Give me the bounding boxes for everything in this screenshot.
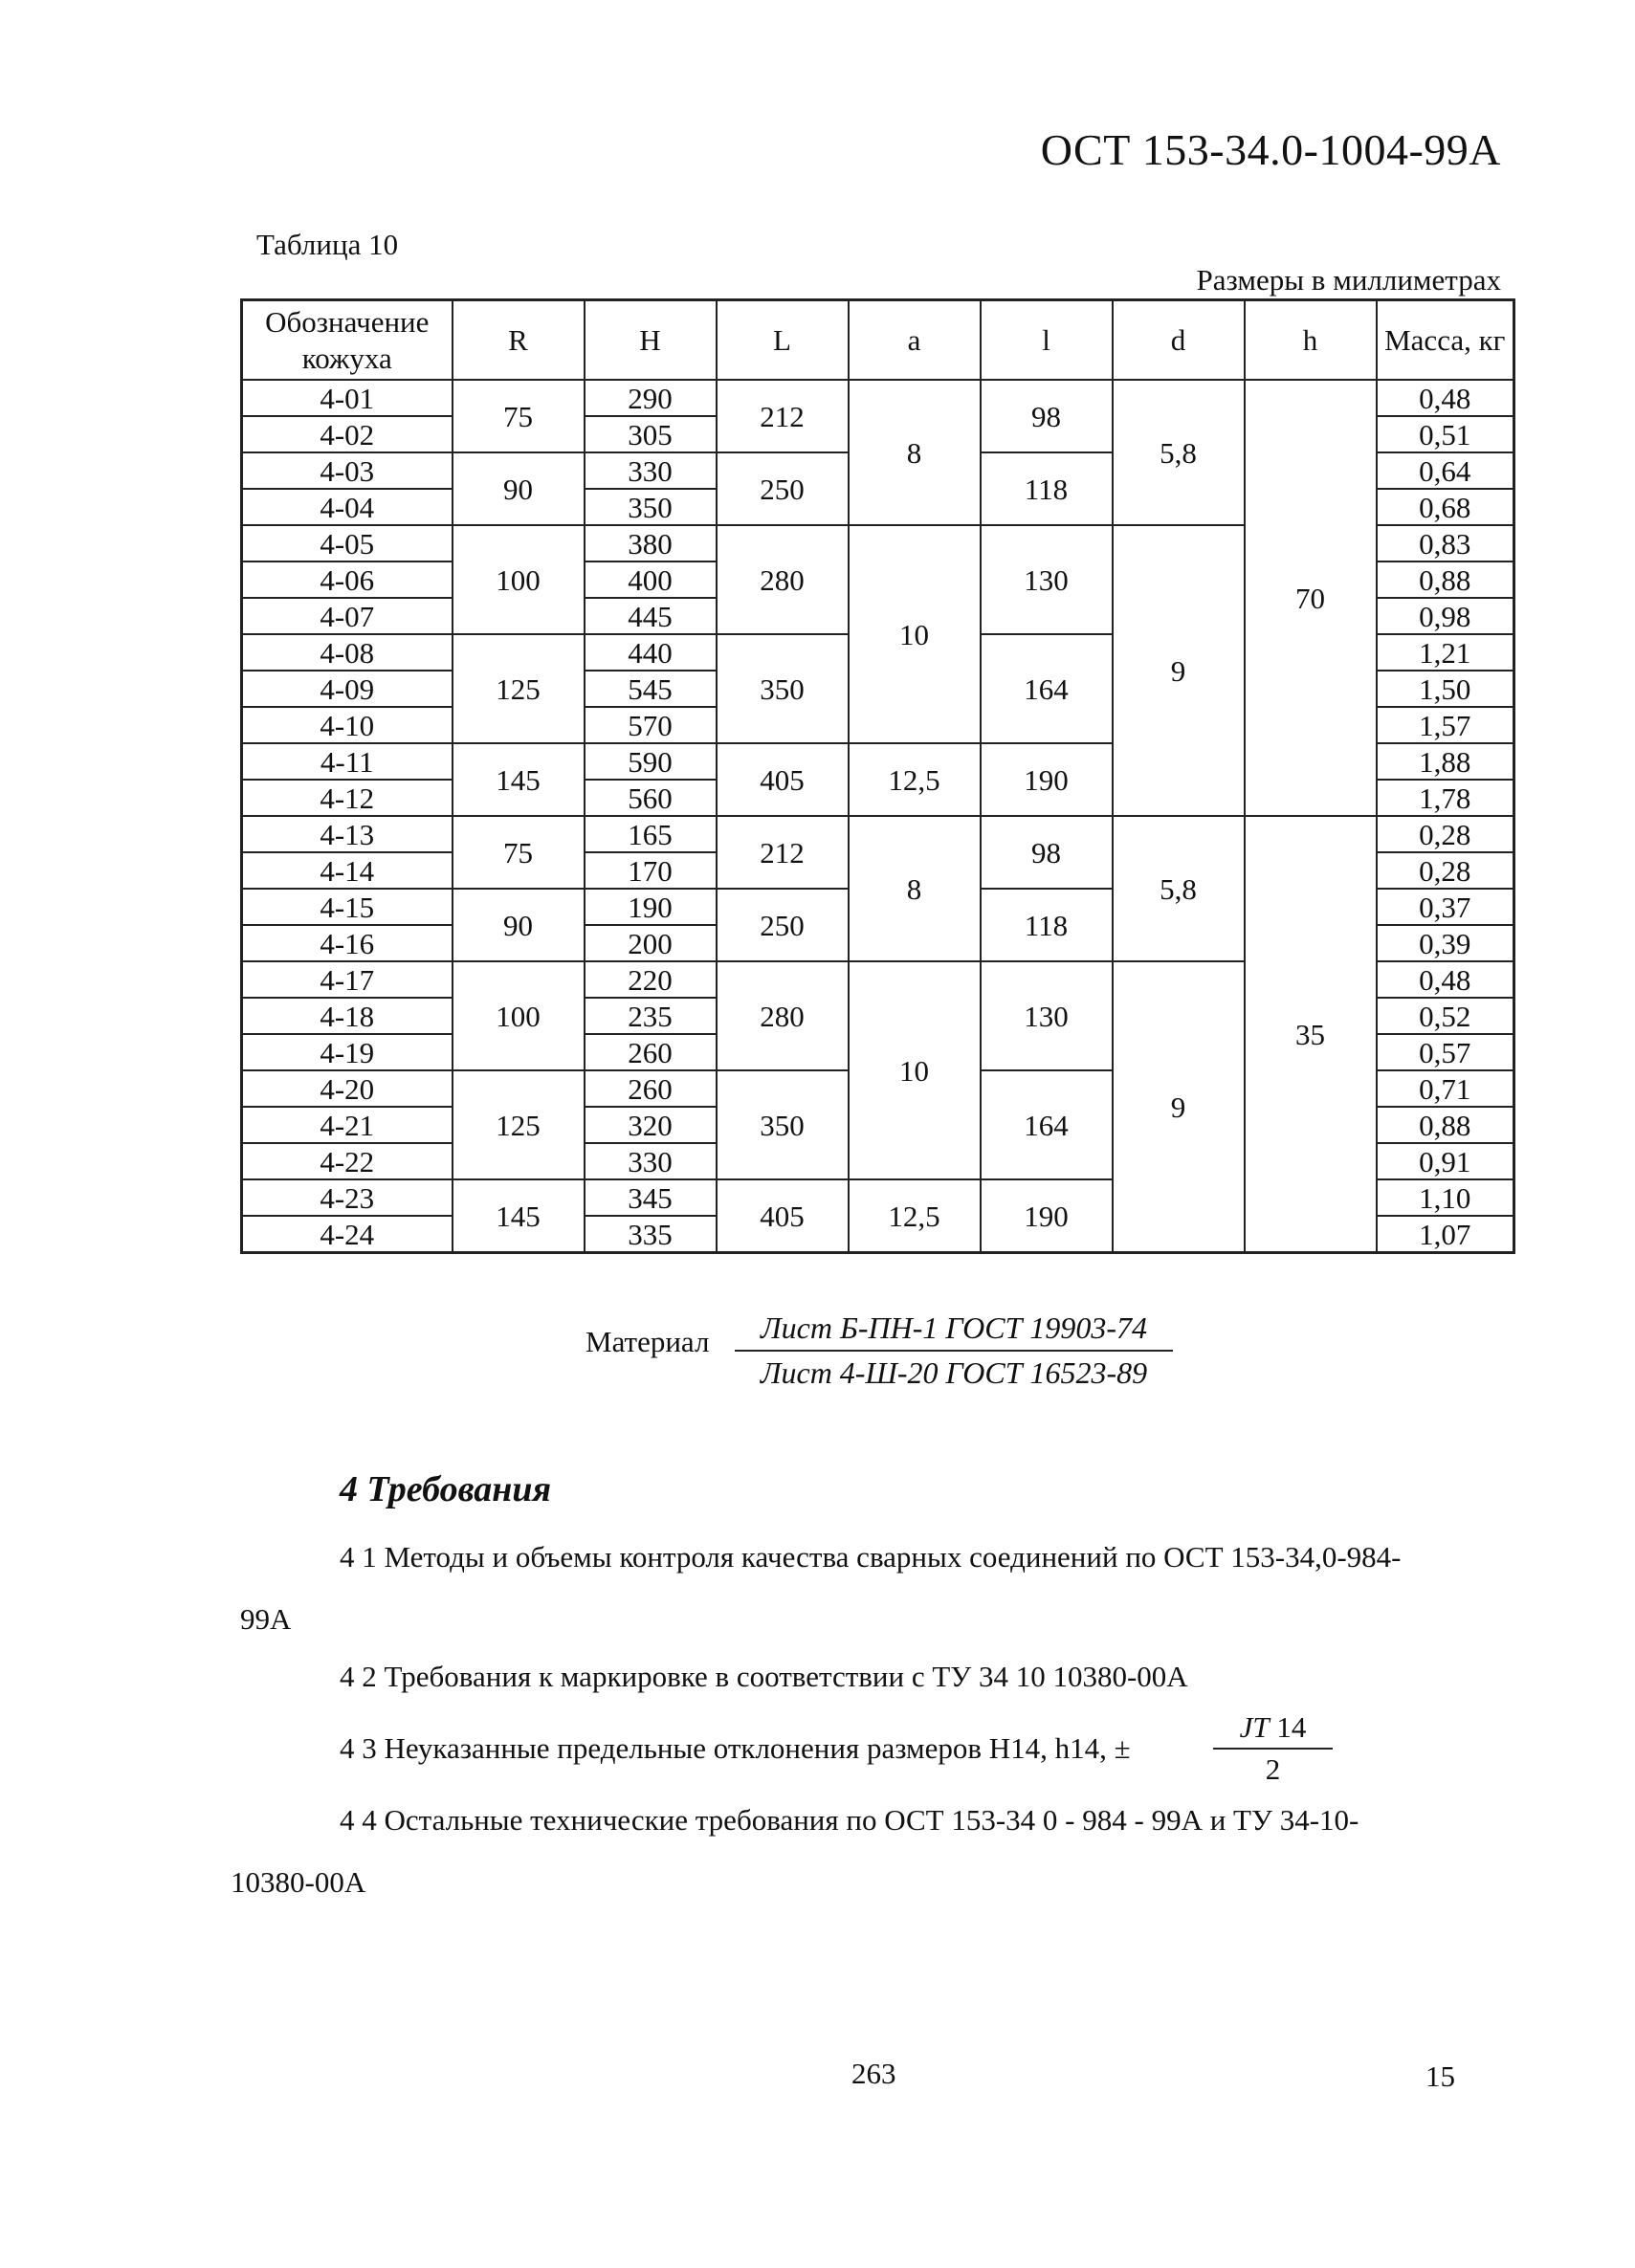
cell-designation: 4-23 — [242, 1179, 453, 1216]
table-units-note: Размеры в миллиметрах — [1196, 263, 1501, 297]
cell-L: 280 — [717, 961, 849, 1070]
cell-designation: 4-19 — [242, 1034, 453, 1070]
cell-h: 35 — [1245, 816, 1377, 1253]
cell-a: 10 — [849, 525, 981, 743]
cell-l: 190 — [981, 1179, 1113, 1253]
cell-H: 330 — [585, 452, 717, 489]
cell-H: 345 — [585, 1179, 717, 1216]
cell-R: 75 — [453, 816, 585, 889]
column-header-R: R — [453, 300, 585, 381]
cell-mass: 0,57 — [1377, 1034, 1514, 1070]
cell-H: 350 — [585, 489, 717, 525]
tolerance-denominator: 2 — [1265, 1752, 1281, 1786]
cell-H: 445 — [585, 598, 717, 634]
tolerance-grade-label: JT — [1239, 1710, 1270, 1744]
cell-H: 235 — [585, 998, 717, 1034]
table-row — [242, 380, 1514, 416]
document-code: ОСТ 153-34.0-1004-99А — [1040, 125, 1501, 174]
cell-R: 145 — [453, 743, 585, 816]
cell-mass: 0,37 — [1377, 889, 1514, 925]
column-header-h: h — [1245, 300, 1377, 381]
cell-mass: 0,28 — [1377, 852, 1514, 889]
cell-a: 8 — [849, 816, 981, 961]
cell-H: 200 — [585, 925, 717, 961]
cell-designation: 4-09 — [242, 671, 453, 707]
cell-H: 380 — [585, 525, 717, 561]
cell-H: 590 — [585, 743, 717, 780]
cell-R: 90 — [453, 889, 585, 961]
cell-H: 305 — [585, 416, 717, 452]
cell-L: 212 — [717, 816, 849, 889]
cell-l: 190 — [981, 743, 1113, 816]
cell-H: 260 — [585, 1070, 717, 1107]
cell-mass: 0,98 — [1377, 598, 1514, 634]
cell-mass: 0,88 — [1377, 1107, 1514, 1143]
cell-designation: 4-01 — [242, 380, 453, 416]
cell-R: 75 — [453, 380, 585, 452]
material-label: Материал — [586, 1325, 710, 1358]
cell-H: 335 — [585, 1216, 717, 1253]
cell-H: 220 — [585, 961, 717, 998]
cell-a: 12,5 — [849, 1179, 981, 1253]
cell-L: 405 — [717, 743, 849, 816]
cell-d: 5,8 — [1113, 816, 1245, 961]
tolerance-fraction — [1213, 1710, 1333, 1787]
cell-designation: 4-13 — [242, 816, 453, 852]
cell-designation: 4-14 — [242, 852, 453, 889]
cell-designation: 4-16 — [242, 925, 453, 961]
cell-mass: 1,78 — [1377, 780, 1514, 816]
cell-l: 130 — [981, 961, 1113, 1070]
cell-mass: 0,48 — [1377, 961, 1514, 998]
cell-H: 570 — [585, 707, 717, 743]
cell-designation: 4-17 — [242, 961, 453, 998]
cell-mass: 0,48 — [1377, 380, 1514, 416]
column-header-l: l — [981, 300, 1113, 381]
cell-H: 165 — [585, 816, 717, 852]
cell-L: 250 — [717, 889, 849, 961]
cell-a: 8 — [849, 380, 981, 525]
cell-R: 125 — [453, 634, 585, 743]
cell-mass: 1,57 — [1377, 707, 1514, 743]
column-header-designation: Обозначение кожуха — [242, 300, 453, 381]
cell-L: 280 — [717, 525, 849, 634]
cell-L: 350 — [717, 634, 849, 743]
cell-d: 9 — [1113, 525, 1245, 816]
cell-l: 118 — [981, 452, 1113, 525]
cell-mass: 0,28 — [1377, 816, 1514, 852]
cell-designation: 4-07 — [242, 598, 453, 634]
paragraph-4-3: 4 3 Неуказанные предельные отклонения размеров H14, h14, ± — [340, 1731, 1131, 1765]
cell-mass: 0,83 — [1377, 525, 1514, 561]
tolerance-numerator — [1213, 1710, 1333, 1750]
cell-mass: 0,39 — [1377, 925, 1514, 961]
paragraph-4-1: 4 1 Методы и объемы контроля качества сварных соединений по ОСТ 153-34,0-984- — [340, 1540, 1402, 1574]
cell-mass: 0,52 — [1377, 998, 1514, 1034]
cell-a: 10 — [849, 961, 981, 1179]
table-header-row — [242, 300, 1514, 381]
cell-R: 90 — [453, 452, 585, 525]
cell-designation: 4-05 — [242, 525, 453, 561]
cell-designation: 4-11 — [242, 743, 453, 780]
cell-R: 145 — [453, 1179, 585, 1253]
table-row — [242, 816, 1514, 852]
cell-H: 170 — [585, 852, 717, 889]
cell-mass: 1,07 — [1377, 1216, 1514, 1253]
table-title: Таблица 10 — [256, 228, 399, 261]
cell-mass: 0,64 — [1377, 452, 1514, 489]
cell-l: 98 — [981, 816, 1113, 889]
cell-L: 405 — [717, 1179, 849, 1253]
cell-L: 350 — [717, 1070, 849, 1179]
cell-mass: 1,10 — [1377, 1179, 1514, 1216]
cell-designation: 4-10 — [242, 707, 453, 743]
cell-mass: 0,68 — [1377, 489, 1514, 525]
cell-designation: 4-04 — [242, 489, 453, 525]
cell-designation: 4-20 — [242, 1070, 453, 1107]
cell-H: 330 — [585, 1143, 717, 1179]
paragraph-4-4: 4 4 Остальные технические требования по ОСТ 153-34 0 - 984 - 99А и ТУ 34-10- — [340, 1803, 1359, 1837]
cell-mass: 0,91 — [1377, 1143, 1514, 1179]
cell-designation: 4-22 — [242, 1143, 453, 1179]
cell-mass: 0,51 — [1377, 416, 1514, 452]
cell-mass: 0,88 — [1377, 561, 1514, 598]
cell-R: 125 — [453, 1070, 585, 1179]
cell-H: 560 — [585, 780, 717, 816]
cell-designation: 4-24 — [242, 1216, 453, 1253]
cell-l: 164 — [981, 1070, 1113, 1179]
paragraph-4-1-continued: 99А — [240, 1602, 292, 1636]
cell-designation: 4-15 — [242, 889, 453, 925]
page-number-right: 15 — [1425, 2059, 1455, 2093]
cell-designation: 4-08 — [242, 634, 453, 671]
column-header-L: L — [717, 300, 849, 381]
cell-H: 260 — [585, 1034, 717, 1070]
cell-L: 250 — [717, 452, 849, 525]
cell-designation: 4-06 — [242, 561, 453, 598]
cell-H: 190 — [585, 889, 717, 925]
page-number-center: 263 — [851, 2057, 896, 2090]
cell-H: 320 — [585, 1107, 717, 1143]
cell-R: 100 — [453, 961, 585, 1070]
cell-H: 290 — [585, 380, 717, 416]
column-header-H: H — [585, 300, 717, 381]
cell-l: 118 — [981, 889, 1113, 961]
cell-d: 9 — [1113, 961, 1245, 1253]
cell-l: 130 — [981, 525, 1113, 634]
cell-d: 5,8 — [1113, 380, 1245, 525]
cell-mass: 1,88 — [1377, 743, 1514, 780]
cell-H: 440 — [585, 634, 717, 671]
cell-mass: 1,21 — [1377, 634, 1514, 671]
cell-designation: 4-03 — [242, 452, 453, 489]
cell-designation: 4-02 — [242, 416, 453, 452]
cell-mass: 0,71 — [1377, 1070, 1514, 1107]
cell-a: 12,5 — [849, 743, 981, 816]
cell-designation: 4-12 — [242, 780, 453, 816]
section-title: 4 Требования — [340, 1469, 552, 1509]
cell-H: 400 — [585, 561, 717, 598]
paragraph-4-2: 4 2 Требования к маркировке в соответствии с ТУ 34 10 10380-00А — [340, 1660, 1188, 1693]
material-numerator: Лист Б-ПН-1 ГОСТ 19903-74 — [735, 1310, 1173, 1352]
tolerance-grade-number: 14 — [1276, 1710, 1307, 1744]
material-fraction — [735, 1310, 1173, 1391]
cell-mass: 1,50 — [1377, 671, 1514, 707]
column-header-d: d — [1113, 300, 1245, 381]
cell-H: 545 — [585, 671, 717, 707]
cell-l: 164 — [981, 634, 1113, 743]
cell-R: 100 — [453, 525, 585, 634]
cell-l: 98 — [981, 380, 1113, 452]
column-header-a: a — [849, 300, 981, 381]
cell-L: 212 — [717, 380, 849, 452]
column-header-mass: Масса, кг — [1377, 300, 1514, 381]
dimensions-table — [240, 298, 1515, 1254]
material-denominator: Лист 4-Ш-20 ГОСТ 16523-89 — [760, 1355, 1148, 1390]
paragraph-4-4-continued: 10380-00А — [231, 1865, 366, 1899]
cell-designation: 4-18 — [242, 998, 453, 1034]
cell-h: 70 — [1245, 380, 1377, 816]
cell-designation: 4-21 — [242, 1107, 453, 1143]
